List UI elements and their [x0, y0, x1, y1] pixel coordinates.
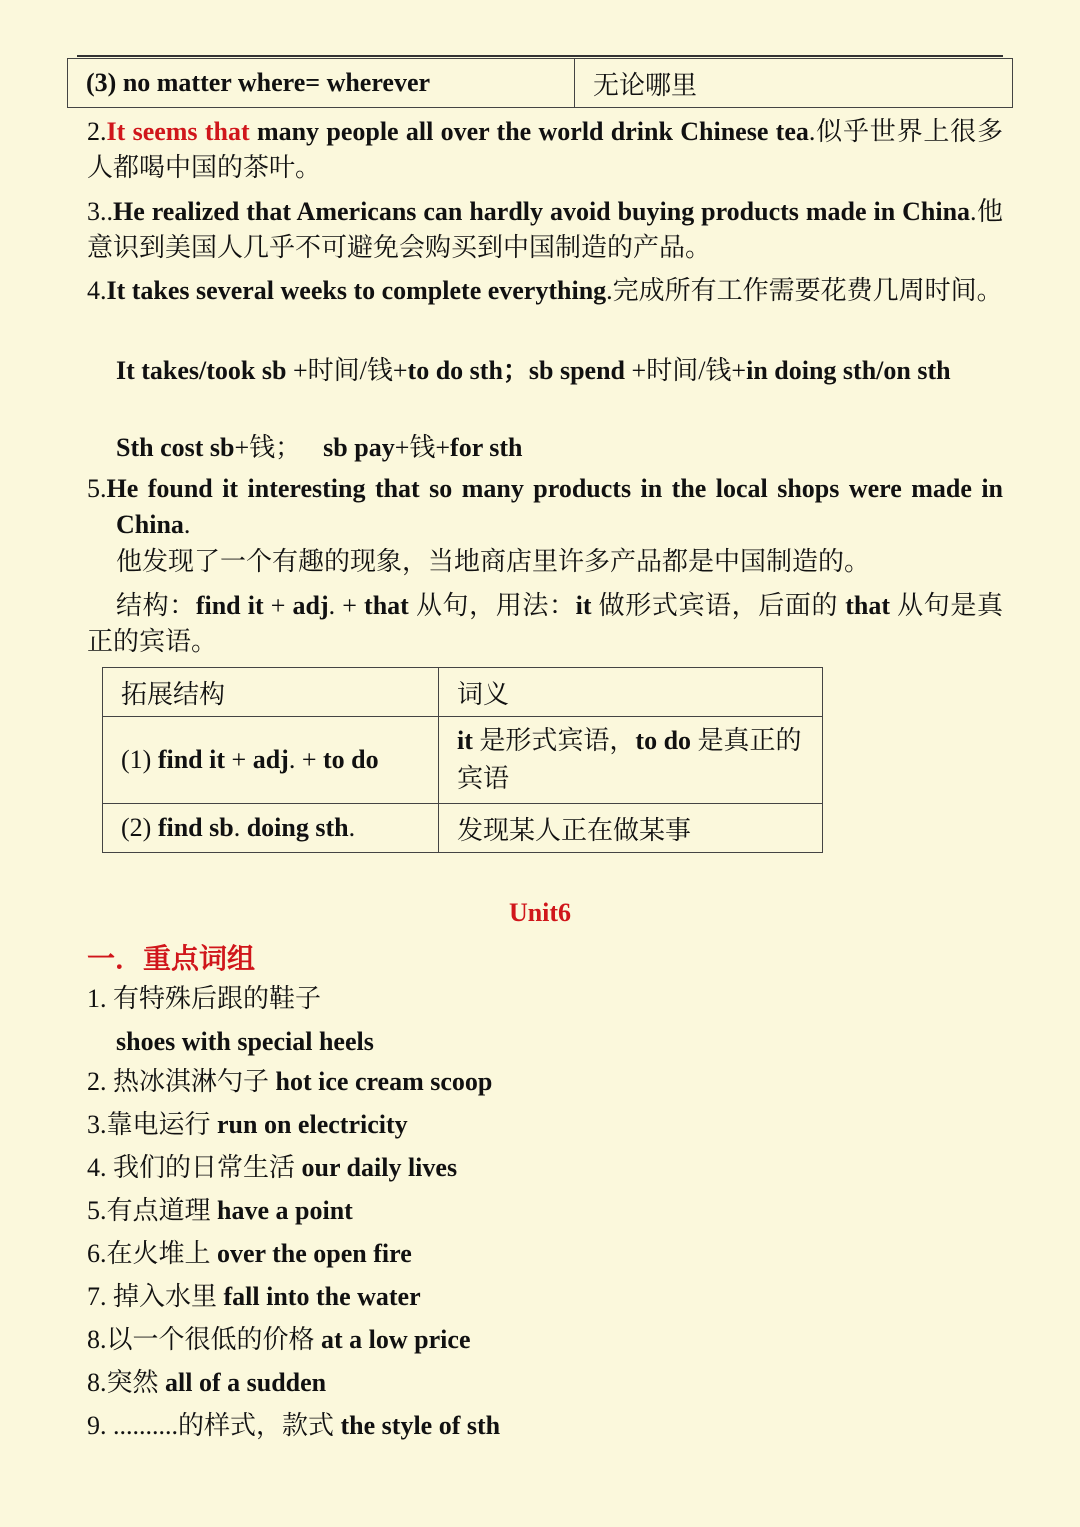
- phrase-en: have a point: [217, 1196, 353, 1225]
- phrase-item: [87, 1408, 500, 1444]
- table-cell: 无论哪里: [575, 59, 1013, 108]
- phrase-item: [87, 1279, 421, 1315]
- phrase-cn: 5.有点道理: [87, 1196, 218, 1225]
- note-text: 做形式宾语，后面的: [591, 591, 846, 620]
- phrase-cn: 1. 有特殊后跟的鞋子: [87, 984, 322, 1013]
- phrase-en: shoes with special heels: [116, 1027, 374, 1056]
- cell-text: find it: [157, 745, 226, 774]
- item-number: 3..: [87, 197, 113, 226]
- note-text: 从句是真正的宾语。: [87, 591, 1003, 656]
- table-row: [103, 804, 823, 853]
- cell-text: adj: [252, 745, 289, 774]
- note-text: It takes/took sb: [116, 356, 293, 385]
- cell-text: doing sth: [246, 813, 349, 842]
- phrase-en: our daily lives: [301, 1153, 458, 1182]
- sentence-cn: .他意识到美国人几乎不可避免会购买到中国制造的产品。: [87, 197, 1003, 262]
- section-title: 一．重点词组: [87, 944, 256, 975]
- phrase-item: [87, 1193, 353, 1229]
- cell-text: (2): [121, 813, 158, 842]
- unit-title: Unit6: [508, 898, 572, 927]
- note-text: it: [575, 591, 592, 620]
- note-text: find it: [195, 591, 264, 620]
- phrase-cn: 6.在火堆上: [87, 1239, 218, 1268]
- cell-text: .: [233, 813, 247, 842]
- sentence-cn: .完成所有工作需要花费几周时间。: [606, 276, 1003, 305]
- note-text: in doing sth/on sth: [746, 356, 951, 385]
- phrase-cn: 8.以一个很低的价格: [87, 1325, 322, 1354]
- phrase-item: [87, 1365, 326, 1401]
- cell-text: it: [457, 726, 473, 755]
- phrase-item: [87, 981, 321, 1017]
- table-header-row: [103, 668, 823, 717]
- phrase-en: run on electricity: [217, 1110, 408, 1139]
- phrase-cn: 9. ..........的样式，款式: [87, 1411, 341, 1440]
- sentence-en: He realized that Americans can hardly avoid buying products made in China: [113, 197, 971, 226]
- item-2: [87, 114, 1003, 186]
- phrase-item: [116, 1024, 374, 1060]
- table-cell: [439, 717, 823, 804]
- table-cell: [103, 804, 439, 853]
- phrase-cn: 3.靠电运行: [87, 1110, 218, 1139]
- phrase-item: [87, 1107, 408, 1143]
- phrase-en: fall into the water: [223, 1282, 421, 1311]
- note-text: that: [364, 591, 409, 620]
- phrase-item: [87, 1236, 412, 1272]
- phrase-en: over the open fire: [217, 1239, 412, 1268]
- sentence-cn: .似乎世界上很多人都喝中国的茶叶。: [87, 117, 1003, 182]
- table-header-cell: 拓展结构: [103, 668, 439, 717]
- note-text: +钱；: [234, 433, 302, 462]
- usage-note-cost: [116, 430, 523, 466]
- phrase-en: hot ice cream scoop: [275, 1067, 493, 1096]
- item-number: 4.: [87, 276, 107, 305]
- cell-text: to do: [635, 726, 692, 755]
- cell-text: +: [225, 745, 253, 774]
- phrase-cn: 7. 掉入水里: [87, 1282, 224, 1311]
- cell-text: to do: [322, 745, 379, 774]
- item-number: 5.: [87, 474, 107, 503]
- extension-table: [102, 667, 823, 853]
- highlight-phrase: It seems that: [106, 117, 250, 146]
- item-number: 2.: [87, 117, 107, 146]
- cell-text: find sb: [157, 813, 234, 842]
- note-text: +时间/钱+: [292, 356, 408, 385]
- note-text: to do sth；sb spend: [407, 356, 632, 385]
- phrase-item: [87, 1064, 492, 1100]
- note-text: +时间/钱+: [631, 356, 747, 385]
- cell-text: . +: [288, 745, 323, 774]
- cell-text: (1): [121, 745, 158, 774]
- note-text: adj: [292, 591, 329, 620]
- sentence-en: He found it interesting that so many products in the local shops were made in China: [106, 474, 1003, 539]
- punctuation: .: [183, 510, 191, 539]
- cell-text: 是形式宾语，: [472, 726, 636, 755]
- phrase-en: all of a sudden: [165, 1368, 327, 1397]
- item-3: [87, 194, 1003, 266]
- phrase-item: [87, 1150, 457, 1186]
- usage-note-take: [87, 353, 1003, 389]
- item-5-translation: 他发现了一个有趣的现象，当地商店里许多产品都是中国制造的。: [116, 547, 871, 576]
- note-text: +钱+: [394, 433, 451, 462]
- item-4: [87, 273, 1003, 309]
- table-cell: 发现某人正在做某事: [439, 804, 823, 853]
- phrase-item: [87, 1322, 470, 1358]
- phrase-cn: 2. 热冰淇淋勺子: [87, 1067, 276, 1096]
- table-cell: [68, 59, 575, 108]
- note-text: . +: [328, 591, 365, 620]
- note-text: +: [263, 591, 293, 620]
- phrase-cn: 4. 我们的日常生活: [87, 1153, 302, 1182]
- structure-note: [87, 588, 1003, 660]
- item-5: [87, 471, 1003, 543]
- cell-text: (3) no matter where= wherever: [86, 68, 431, 97]
- phrase-table-top: [67, 58, 1013, 108]
- phrase-en: at a low price: [321, 1325, 471, 1354]
- note-text: that: [845, 591, 891, 620]
- note-text: for sth: [450, 433, 523, 462]
- sentence-en: many people all over the world drink Chinese tea: [249, 117, 809, 146]
- table-cell: [103, 717, 439, 804]
- sentence-en: It takes several weeks to complete everything: [106, 276, 607, 305]
- note-text: sb pay: [323, 433, 395, 462]
- cell-text: 是真正的宾语: [457, 726, 802, 793]
- note-text: Sth cost sb: [116, 433, 235, 462]
- table-row: [68, 59, 1013, 108]
- phrase-cn: 8.突然: [87, 1368, 166, 1397]
- cell-text: .: [348, 813, 356, 842]
- table-row: [103, 717, 823, 804]
- table-header-cell: 词义: [439, 668, 823, 717]
- note-text: 从句，用法：: [408, 591, 576, 620]
- top-rule: [77, 55, 1003, 57]
- phrase-en: the style of sth: [340, 1411, 501, 1440]
- note-text: 结构：: [116, 591, 196, 620]
